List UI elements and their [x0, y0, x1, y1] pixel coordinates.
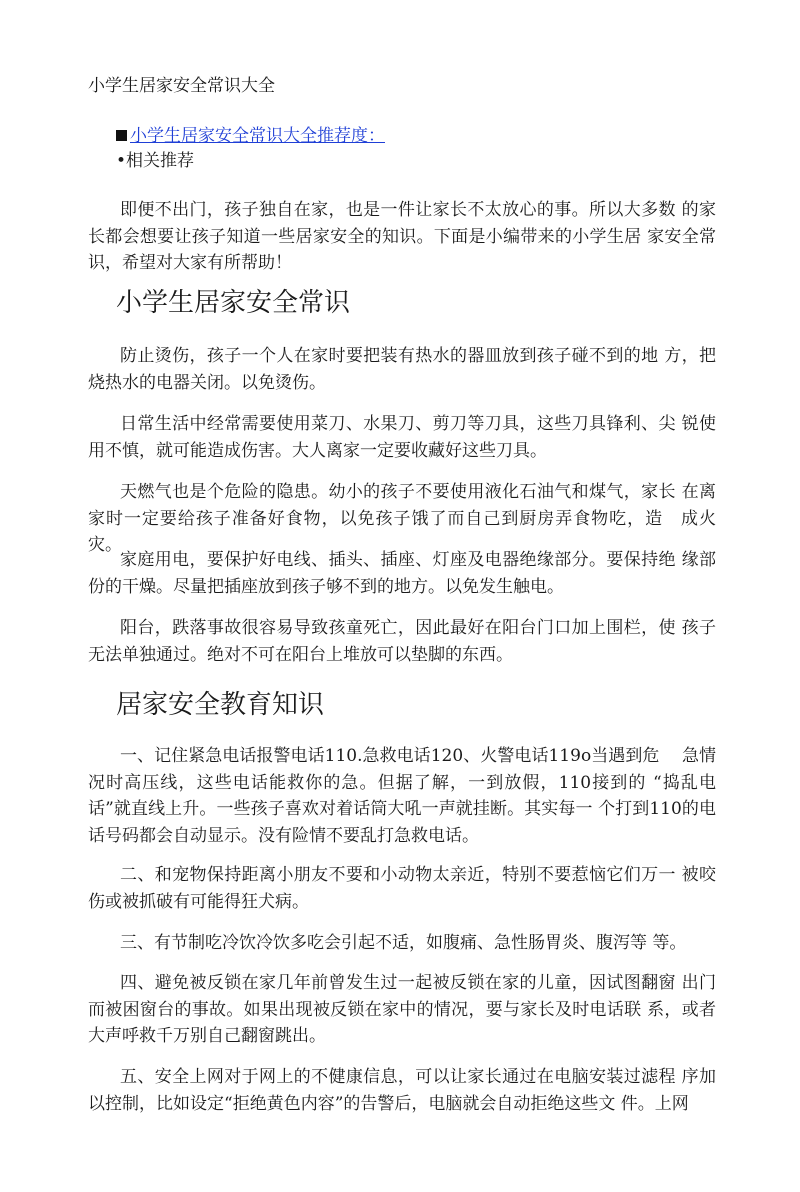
recommend-line	[116, 125, 385, 147]
document-title: 小学生居家安全常识大全	[88, 76, 275, 96]
intro-paragraph: 即便不出门，孩子独自在家，也是一件让家长不太放心的事。所以大多数 的家长都会想要让孩子知道一些居家安全的知识。下面是小编带来的小学生居 家安全常识，希望对大家有所帮助！	[88, 200, 716, 273]
paragraph-gas: 天燃气也是个危险的隐患。幼小的孩子不要使用液化石油气和煤气，家长 在离家时一定要给孩子准备好食物，以免孩子饿了而自己到厨房弄食物吃，造 成火灾。	[88, 482, 716, 555]
paragraph-burns: 防止烫伤，孩子一个人在家时要把装有热水的器皿放到孩子碰不到的地 方，把烧热水的电器关闭。以免烫伤。	[88, 346, 716, 393]
paragraph-electricity: 家庭用电，要保护好电线、插头、插座、灯座及电器绝缘部分。要保持绝 缘部份的干燥。尽量把插座放到孩子够不到的地方。以免发生触电。	[88, 550, 716, 597]
related-recommendations: •相关推荐	[116, 151, 195, 171]
paragraph-internet: 五、安全上网对于网上的不健康信息，可以让家长通过在电脑安装过滤程 序加以控制，比如设定“拒绝黄色内容”的告警后，电脑就会自动拒绝这些文 件。上网	[88, 1067, 716, 1114]
black-square-icon	[116, 130, 127, 141]
paragraph-balcony: 阳台，跌落事故很容易导致孩童死亡，因此最好在阳台门口加上围栏，使 孩子无法单独通过。绝对不可在阳台上堆放可以垫脚的东西。	[88, 618, 716, 665]
paragraph-locked-in: 四、避免被反锁在家几年前曾发生过一起被反锁在家的儿童，因试图翻窗 出门而被困窗台的事故。如果出现被反锁在家中的情况，要与家长及时电话联 系，或者大声呼救千万别自己翻窗跳出。	[88, 973, 716, 1046]
recommend-link[interactable]: 小学生居家安全常识大全推荐度：	[130, 126, 385, 146]
section-heading-safety-education: 居家安全教育知识	[116, 690, 325, 720]
paragraph-knives: 日常生活中经常需要使用菜刀、水果刀、剪刀等刀具，这些刀具锋利、尖 锐使用不慎，就可能造成伤害。大人离家一定要收藏好这些刀具。	[88, 414, 716, 461]
paragraph-pets: 二、和宠物保持距离小朋友不要和小动物太亲近，特别不要惹恼它们万一 被咬伤或被抓破有可能得狂犬病。	[88, 865, 716, 912]
section-heading-home-safety: 小学生居家安全常识	[116, 288, 351, 318]
paragraph-cold-drinks: 三、有节制吃冷饮冷饮多吃会引起不适，如腹痛、急性肠胃炎、腹泻等 等。	[120, 933, 687, 953]
paragraph-emergency-numbers: 一、记住紧急电话报警电话110.急救电话120、火警电话119o当遇到危 急情况时高压线，这些电话能救你的急。但据了解，一到放假，110接到的 “捣乱电话”就直线上升。一些孩子喜欢对着话筒大吼一声就挂断。其实每一 个打到110的电话号码都会自动显示。没有险情不要乱打急救电话。	[88, 746, 716, 846]
